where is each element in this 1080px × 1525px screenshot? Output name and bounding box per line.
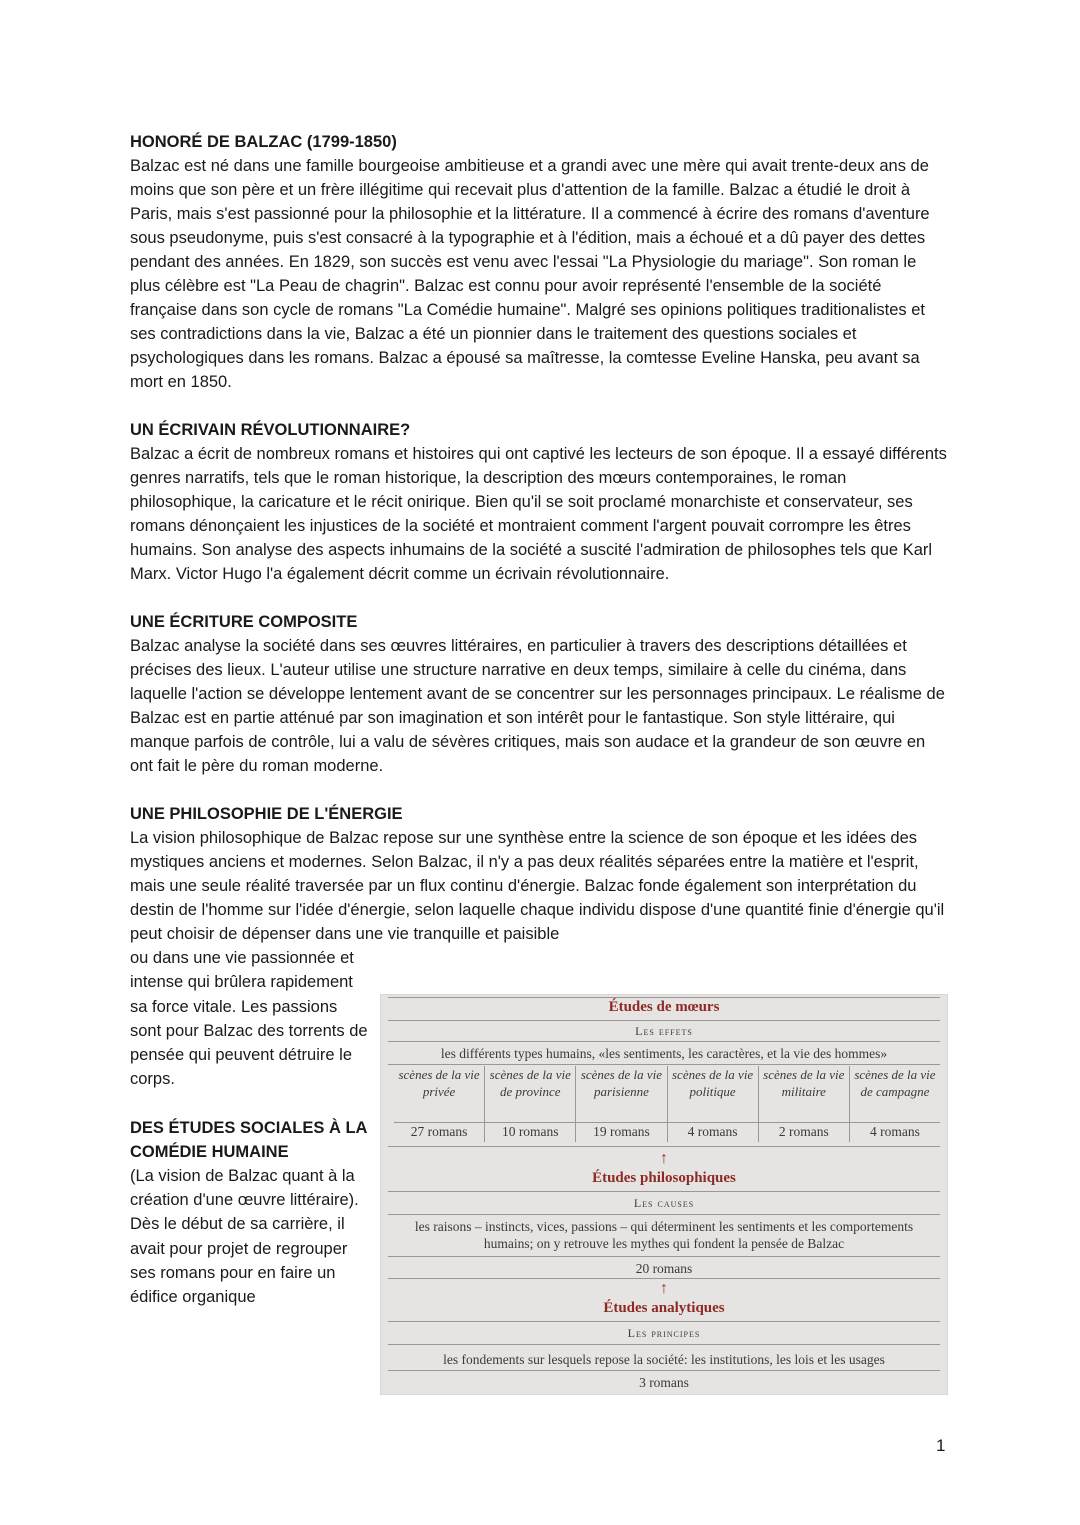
scheme-philo-count: 20 romans bbox=[635, 1261, 693, 1276]
scheme-cell-count: 4 romans bbox=[687, 1124, 738, 1139]
scheme-cell-label: scènes de la vie de province bbox=[489, 1067, 571, 1099]
section-text-revolutionnaire: Balzac a écrit de nombreux romans et histoires qui ont captivé les lecteurs de son époque. Il a essayé différents genres narratifs, tels que le roman historique, la description des mœurs contemporaines, le roman philosophique, la caricature et le récit onirique. Bien qu'il se soit proclamé monarchiste et conservateur, ses romans dénonçaient les injustices de la société et montraient comment l'argent pouvait corrompre les êtres humains. Son analyse des aspects inhumains de la société a suscité l'admiration de philosophes tels que Karl Marx. Victor Hugo l'a également décrit comme un écrivain révolutionnaire. bbox=[130, 445, 947, 583]
section-title-energie: UNE PHILOSOPHIE DE L'ÉNERGIE bbox=[130, 805, 403, 823]
scheme-analytiques-label: Les principes bbox=[627, 1326, 701, 1340]
section-text-energie: La vision philosophique de Balzac repose sur une synthèse entre la science de son époque et les idées des mystiques anciens et modernes. Selon Balzac, il n'y a pas deux réalités séparées entre la matière et l'esprit, mais une seule réalité traversée par un flux continu d'énergie. Balzac fonde également son interprétation du destin de l'homme sur l'idée d'énergie, selon laquelle chaque individu dispose d'une quantité finie d'énergie qu'il peut choisir de dépenser dans une vie tranquille et paisible bbox=[130, 829, 945, 943]
scheme-cell bbox=[394, 1066, 485, 1142]
section-text-ecriture: Balzac analyse la société dans ses œuvres littéraires, en particulier à travers des descriptions détaillées et précises des lieux. L'auteur utilise une structure narrative en deux temps, similaire à celle du cinéma, dans laquelle l'action se développe lentement avant de se concentrer sur les personnages principaux. Le réalisme de Balzac est en partie atténué par son imagination et son intérêt pour le fantastique. Son style littéraire, qui manque parfois de contrôle, lui a valu de sévères critiques, mais son audace et la grandeur de son œuvre en ont fait le père du roman moderne. bbox=[130, 637, 945, 775]
narrow-column bbox=[130, 946, 370, 1310]
scheme-cell-label: scènes de la vie politique bbox=[671, 1067, 754, 1099]
scheme-cell-label: scènes de la vie privée bbox=[398, 1067, 480, 1099]
scheme-cell-count: 2 romans bbox=[778, 1124, 829, 1139]
arrow-up-icon: ↑ bbox=[660, 1280, 668, 1297]
section-title-balzac: HONORÉ DE BALZAC (1799-1850) bbox=[130, 133, 397, 151]
scheme-moeurs-label: Les effets bbox=[635, 1024, 693, 1038]
page-number: 1 bbox=[936, 1436, 946, 1455]
scheme-cell-count: 27 romans bbox=[410, 1124, 468, 1139]
scheme-cell-label: scènes de la vie parisienne bbox=[580, 1067, 663, 1099]
section-text-comedie: Dès le début de sa carrière, il avait pour projet de regrouper ses romans pour en faire un édifice organique bbox=[130, 1215, 348, 1307]
scheme-cell bbox=[576, 1066, 667, 1142]
scheme-philo-title: Études philosophiques bbox=[592, 1170, 736, 1186]
scheme-cell bbox=[759, 1066, 850, 1142]
section-subtitle-comedie: (La vision de Balzac quant à la création d'une œuvre littéraire). bbox=[130, 1166, 359, 1210]
section-title-ecriture: UNE ÉCRITURE COMPOSITE bbox=[130, 613, 358, 631]
section-text-balzac: Balzac est né dans une famille bourgeoise ambitieuse et a grandi avec une mère qui avait trente-deux ans de moins que son père et un frère illégitime qui recevait plus d'attention de la famille. Balzac a étudié le droit à Paris, mais s'est passionné pour la philosophie et la littérature. Il a commencé à écrire des romans d'aventure sous pseudonyme, puis s'est consacré à la typographie et à l'édition, mais a échoué et a dû payer des dettes pendant des années. En 1829, son succès est venu avec l'essai "La Physiologie du mariage". Son roman le plus célèbre est "La Peau de chagrin". Balzac est connu pour avoir représenté l'ensemble de la société française dans son cycle de romans "La Comédie humaine". Malgré ses opinions politiques traditionalistes et ses contradictions dans la vie, Balzac a été un pionnier dans le traitement des questions sociales et psychologiques dans les romans. Balzac a épousé sa maîtresse, la comtesse Eveline Hanska, peu avant sa mort en 1850. bbox=[130, 157, 930, 391]
scheme-cell-count: 10 romans bbox=[501, 1124, 559, 1139]
scheme-cell-count: 19 romans bbox=[593, 1124, 650, 1139]
scheme-philo-desc: les raisons – instincts, vices, passions – qui déterminent les sentiments et les comportements humains; on y retrouve les mythes qui fondent la pensée de Balzac bbox=[414, 1219, 914, 1251]
section-title-revolutionnaire: UN ÉCRIVAIN RÉVOLUTIONNAIRE? bbox=[130, 421, 411, 439]
section-text-energie-continued: ou dans une vie passionnée et intense qui brûlera rapidement sa force vitale. Les passions sont pour Balzac des torrents de pensée qui peuvent détruire le corps. bbox=[130, 949, 368, 1089]
scheme-analytiques-title: Études analytiques bbox=[603, 1300, 725, 1316]
scheme-cell bbox=[668, 1066, 759, 1142]
scheme-cell-count: 4 romans bbox=[870, 1124, 920, 1139]
scheme-cell-label: scènes de la vie de campagne bbox=[854, 1067, 936, 1099]
scheme-analytiques-desc: les fondements sur lesquels repose la société: les institutions, les lois et les usages bbox=[443, 1352, 885, 1367]
scheme-cell bbox=[850, 1066, 940, 1142]
scheme-cell-label: scènes de la vie militaire bbox=[763, 1067, 845, 1099]
scheme-moeurs-title: Études de mœurs bbox=[608, 999, 720, 1015]
scheme-philo-label: Les causes bbox=[633, 1196, 695, 1210]
section-title-comedie: DES ÉTUDES SOCIALES À LA COMÉDIE HUMAINE bbox=[130, 1118, 367, 1161]
comedie-humaine-scheme bbox=[380, 994, 948, 1395]
scheme-analytiques-count: 3 romans bbox=[639, 1375, 689, 1390]
scheme-moeurs-desc: les différents types humains, «les sentiments, les caractères, et la vie des hommes» bbox=[440, 1046, 888, 1061]
scheme-moeurs-cells bbox=[394, 1066, 940, 1142]
arrow-up-icon: ↑ bbox=[660, 1150, 668, 1167]
scheme-cell bbox=[485, 1066, 576, 1142]
